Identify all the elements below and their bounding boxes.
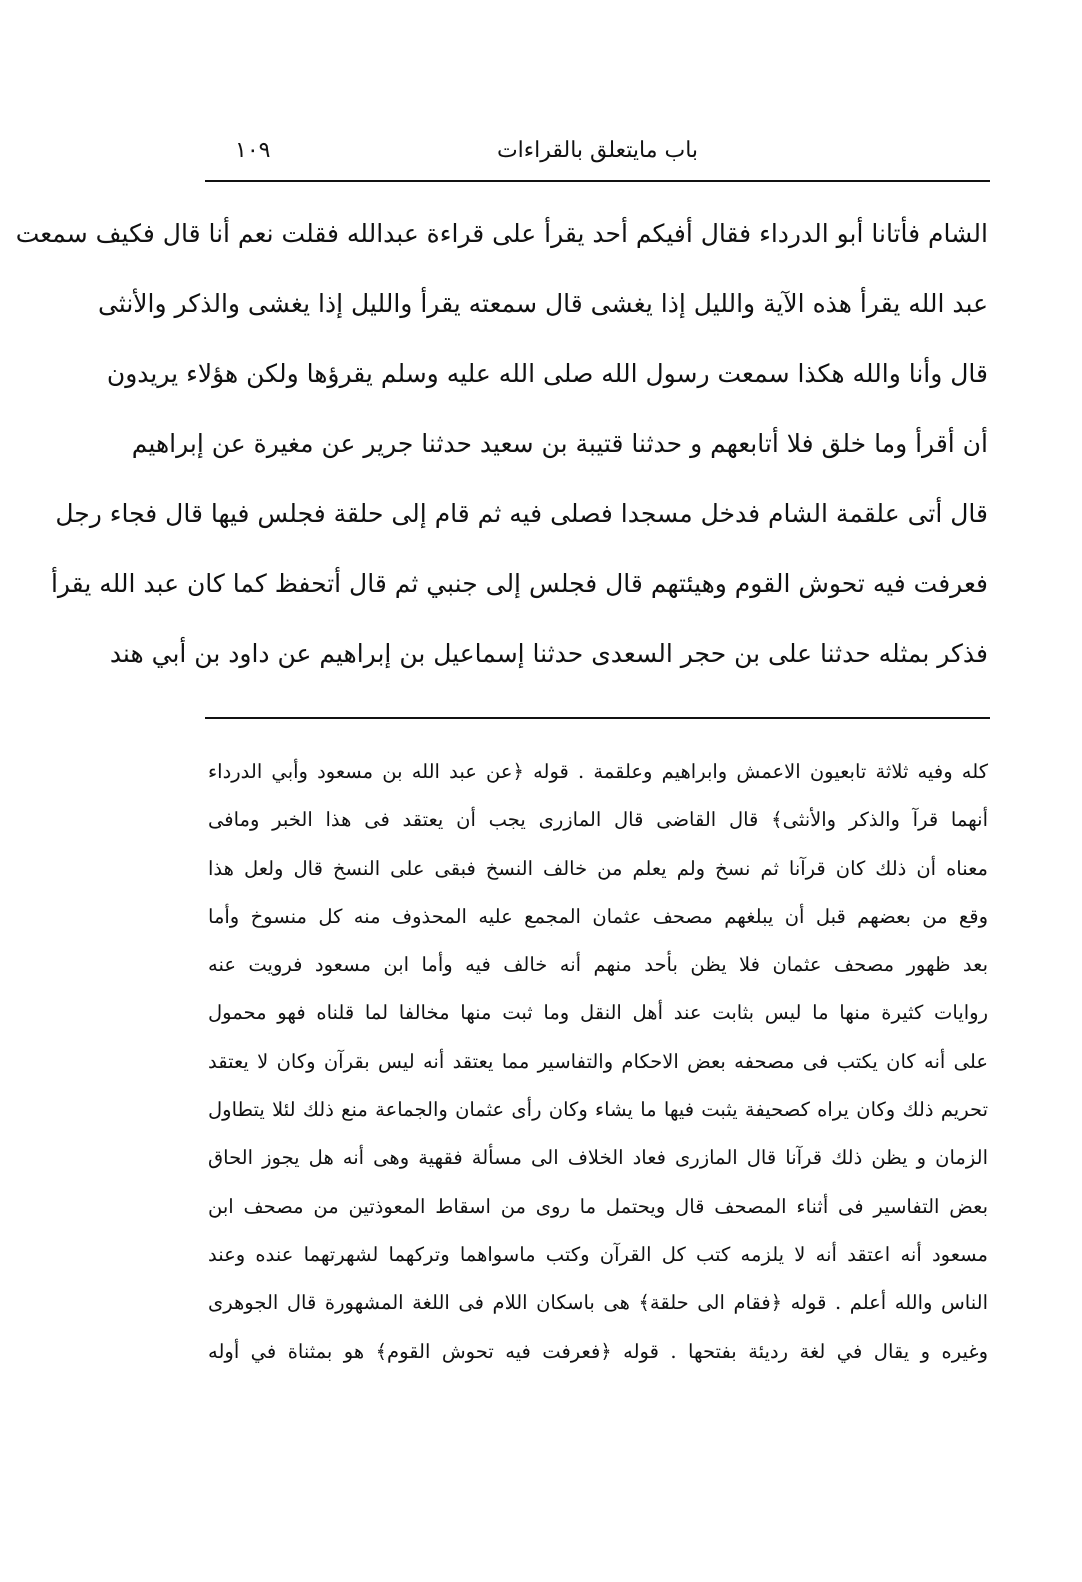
commentary-line: تحريم ذلك وكان يراه كصحيفة يثبت فيها ما يشاء وكان رأى عثمان والجماعة منع ذلك لئلا يتطاول (208, 1098, 988, 1122)
text-line: الشام فأتانا أبو الدرداء فقال أفيكم أحد يقرأ على قراءة عبدالله فقلت نعم أنا قال فكيف سمعت (15, 219, 988, 248)
commentary-line: وغيره و يقال في لغة رديئة بفتحها . قوله ﴿فعرفت فيه تحوش القوم﴾ هو بمثناة في أوله (208, 1339, 988, 1363)
commentary-line: وقع من بعضهم قبل أن يبلغهم مصحف عثمان المجمع عليه المحذوف منه كل منسوخ وأما (208, 904, 988, 928)
commentary-line: معناه أن ذلك كان قرآنا ثم نسخ ولم يعلم من خالف النسخ فبقى على النسخ قال ولعل هذا (208, 856, 988, 880)
header-rule (205, 180, 990, 182)
commentary-line: على أنه كان يكتب فى مصحفه بعض الاحكام والتفاسير مما يعتقد أنه ليس بقرآن وكان لا يعتقد (208, 1049, 988, 1073)
text-line: فعرفت فيه تحوش القوم وهيئتهم قال فجلس إلى جنبي ثم قال أتحفظ كما كان عبد الله يقرأ (50, 569, 988, 598)
chapter-title: باب مايتعلق بالقراءات (496, 138, 699, 163)
text-line: أن أقرأ وما خلق فلا أتابعهم و حدثنا قتيبة بن سعيد حدثنا جرير عن مغيرة عن إبراهيم (131, 429, 988, 458)
commentary-divider (205, 717, 990, 719)
running-header (205, 138, 990, 172)
commentary-line: مسعود أنه اعتقد أنه لا يلزمه كتب كل القرآن وكتب ماسواهما وتركهما لشهرتهما عنده وعند (208, 1242, 988, 1266)
commentary-line: الناس والله أعلم . قوله ﴿فقام الى حلقة﴾ هى باسكان اللام فى اللغة المشهورة قال الجوهرى (208, 1291, 988, 1315)
commentary-line: كله وفيه ثلاثة تابعيون الاعمش وابراهيم وعلقمة . قوله ﴿عن عبد الله بن مسعود وأبي الدرداء (208, 760, 988, 783)
hadith-text (15, 206, 988, 696)
commentary-line: أنهما قرآ والذكر والأنثى﴾ قال القاضى قال المازرى يجب أن يعتقد فى هذا الخبر ومافى (208, 808, 988, 832)
text-line: فذكر بمثله حدثنا على بن حجر السعدى حدثنا إسماعيل بن إبراهيم عن داود بن أبي هند (109, 639, 988, 668)
text-line: عبد الله يقرأ هذه الآية والليل إذا يغشى قال سمعته يقرأ والليل إذا يغشى والذكر والأنثى (97, 289, 988, 318)
commentary-text (208, 750, 988, 1378)
text-line: قال وأنا والله هكذا سمعت رسول الله صلى الله عليه وسلم يقرؤها ولكن هؤلاء يريدون (106, 359, 988, 388)
text-line: قال أتى علقمة الشام فدخل مسجدا فصلى فيه ثم قام إلى حلقة فجلس فيها قال فجاء رجل (55, 499, 988, 528)
commentary-line: الزمان و يظن ذلك قرآنا قال المازرى فعاد الخلاف الى مسألة فقهية وهى أنه هل يجوز الحاق (208, 1146, 988, 1170)
commentary-line: روايات كثيرة منها ما ليس بثابت عند أهل النقل وما ثبت منها مخالفا لما قلناه فهو محمول (208, 1001, 988, 1025)
commentary-line: بعض التفاسير فى أثناء المصحف قال ويحتمل ما روى من اسقاط المعوذتين من مصحف ابن (208, 1194, 988, 1218)
page-number: ١٠٩ (235, 138, 271, 163)
commentary-line: بعد ظهور مصحف عثمان فلا يظن بأحد منهم أنه خالف فيه وأما ابن مسعود فرويت عنه (208, 953, 988, 977)
